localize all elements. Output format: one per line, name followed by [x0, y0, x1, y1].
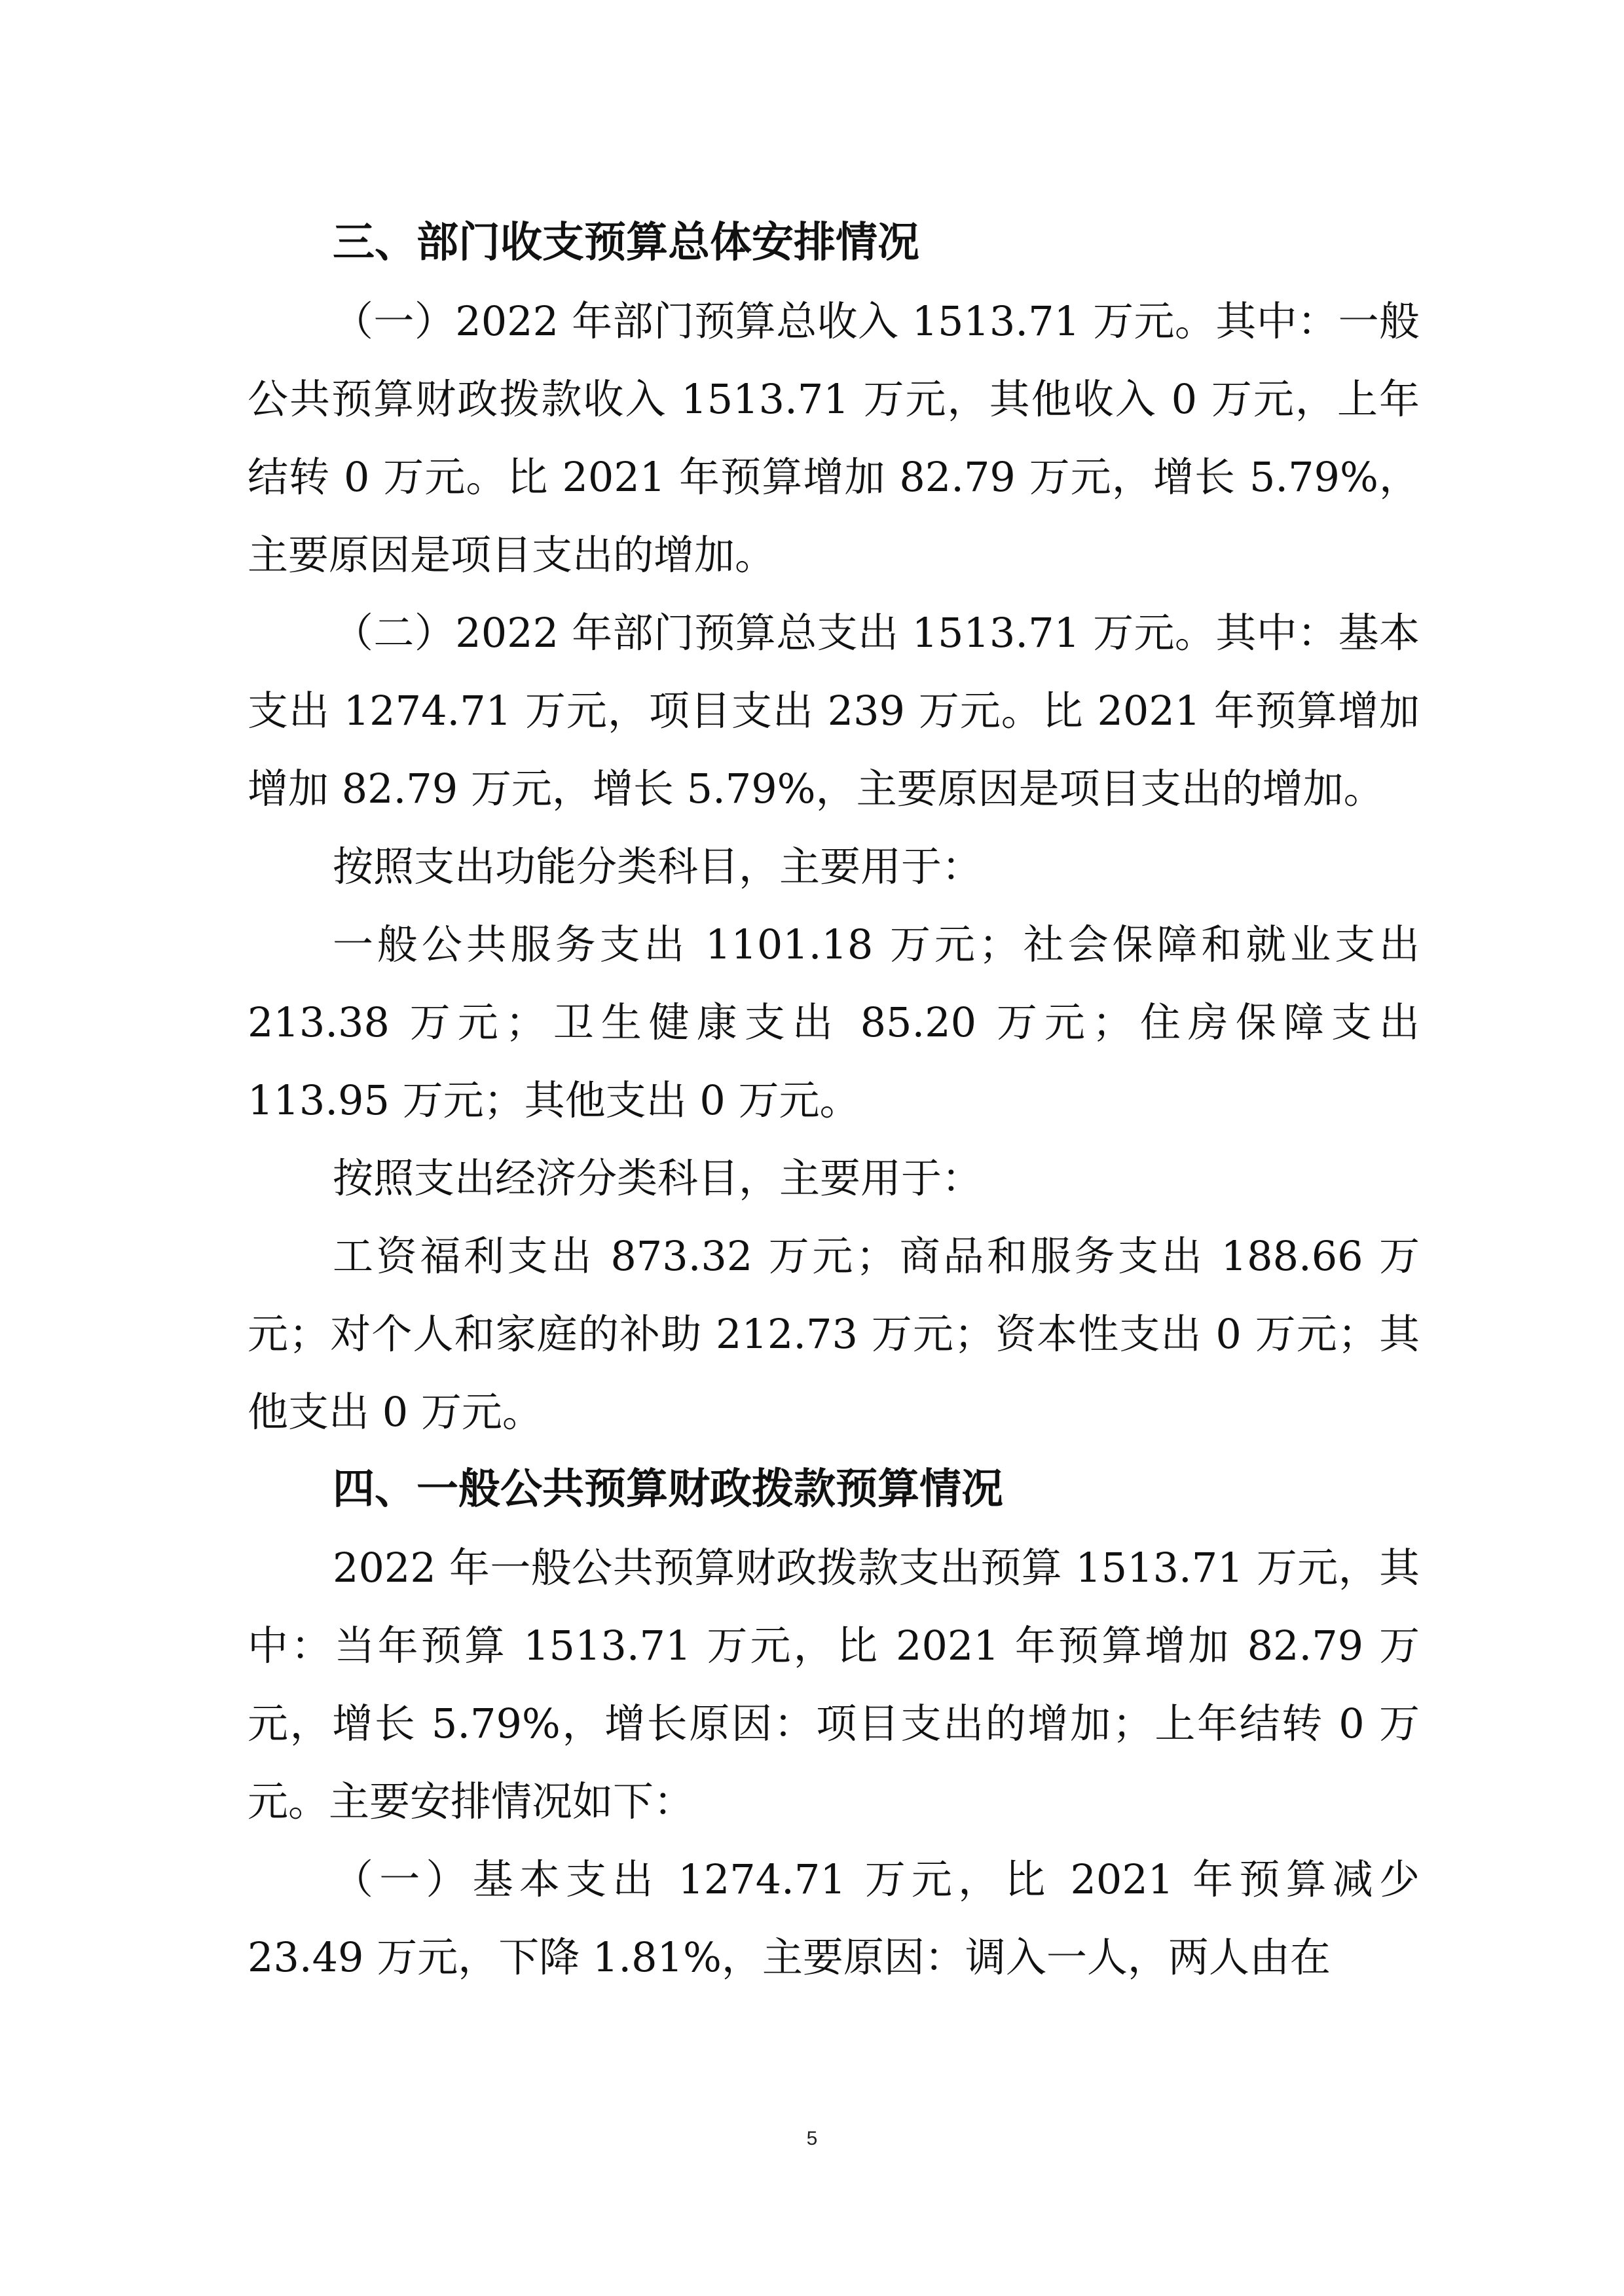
paragraph-functional-intro: 按照支出功能分类科目，主要用于：: [333, 843, 983, 890]
paragraph-appropriation: 2022 年一般公共预算财政拨款支出预算 1513.71 万元，其中：当年预算 1513.71 万元，比 2021 年预算增加 82.79 万元，增长 5.79%，增长原因：项目支出的增加；上年结转 0 万元。主要安排情况如下：: [248, 1544, 1420, 1825]
paragraph-basic-expenditure: （一）基本支出 1274.71 万元，比 2021 年预算减少 23.49 万元，下降 1.81%，主要原因：调入一人，两人由在: [248, 1855, 1420, 1981]
paragraph-functional-items: 一般公共服务支出 1101.18 万元；社会保障和就业支出 213.38 万元；卫生健康支出 85.20 万元；住房保障支出 113.95 万元；其他支出 0 万元。: [248, 920, 1420, 1124]
paragraph-total-expenditure: （二）2022 年部门预算总支出 1513.71 万元。其中：基本支出 1274.71 万元，项目支出 239 万元。比 2021 年预算增加增加 82.79 万元，增长 5.79%，主要原因是项目支出的增加。: [248, 609, 1420, 812]
paragraph-economic-intro: 按照支出经济分类科目，主要用于：: [333, 1154, 983, 1202]
paragraph-total-income: （一）2022 年部门预算总收入 1513.71 万元。其中：一般公共预算财政拨款收入 1513.71 万元，其他收入 0 万元，上年结转 0 万元。比 2021 年预算增加 82.79 万元，增长 5.79%，主要原因是项目支出的增加。: [248, 297, 1420, 579]
section-heading-3: 三、部门收支预算总体安排情况: [333, 219, 919, 267]
section-heading-4: 四、一般公共预算财政拨款预算情况: [333, 1465, 1003, 1514]
document-body: [248, 204, 1420, 1996]
page-number: 5: [806, 2128, 818, 2149]
paragraph-economic-items: 工资福利支出 873.32 万元；商品和服务支出 188.66 万元；对个人和家庭的补助 212.73 万元；资本性支出 0 万元；其他支出 0 万元。: [248, 1232, 1420, 1436]
